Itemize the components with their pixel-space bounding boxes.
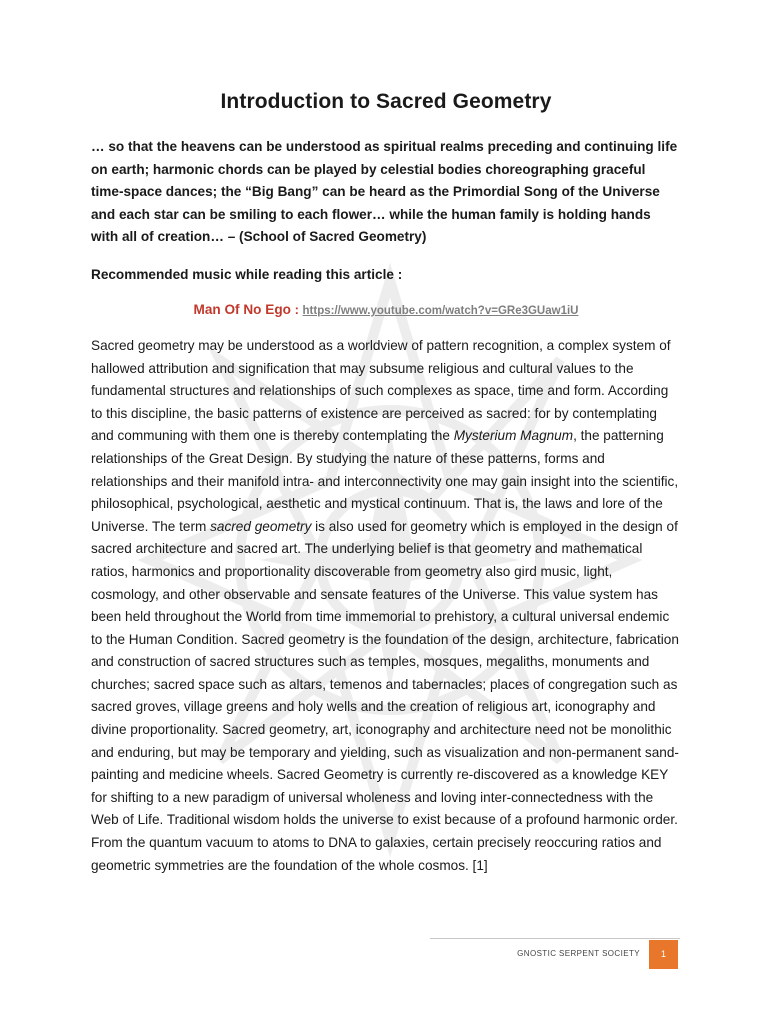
recommended-music-heading: Recommended music while reading this article : [91, 266, 403, 282]
page-number-badge: 1 [649, 940, 678, 969]
page-title: Introduction to Sacred Geometry [220, 90, 552, 113]
body-text-part-1: Sacred geometry may be understood as a worldview of pattern recognition, a complex system of hallowed attribution and signification that may subsume religious and cultural values to the fundamental structures and relationships of such complexes as space, time and form. According to this discipline, the basic patterns of existence are perceived as sacred: for by contemplating and communing with them one is thereby contemplating the [91, 337, 671, 444]
document-content [91, 90, 681, 877]
intro-quote: … so that the heavens can be understood as spiritual realms preceding and continuing life on earth; harmonic chords can be played by celestial bodies choreographing graceful time-space dances; the “Big Bang” can be heard as the Primordial Song of the Universe and each star can be smiling to each flower… while the human family is holding hands with all of creation… – (School of Sacred Geometry) [91, 139, 678, 245]
youtube-link[interactable]: https://www.youtube.com/watch?v=GRe3GUaw1iU [302, 304, 579, 317]
music-separator: : [294, 301, 299, 317]
music-artist: Man Of No Ego [193, 301, 291, 317]
page-footer [0, 938, 768, 978]
music-recommendation [91, 302, 681, 317]
footer-divider [430, 938, 680, 939]
body-emphasis-sacred-geometry: sacred geometry [210, 518, 312, 534]
body-emphasis-mysterium: Mysterium Magnum [453, 428, 574, 444]
body-paragraph [91, 335, 681, 877]
body-text-part-2: , the patterning relationships of the Great Design. By studying the nature of these patterns, forms and relationships and their manifold intra- and interconnectivity one may gain insight into the scientific, philosophical, psychological, aesthetic and mystical continuum. That is, the laws and lore of the Universe. The term [91, 428, 679, 534]
body-text-part-3: is also used for geometry which is employed in the design of sacred architecture and sacred art. The underlying belief is that geometry and mathematical ratios, harmonics and proportionality discoverable from geometry also gird music, light, cosmology, and other observable and sensate features of the Universe. This value system has been held throughout the World from time immemorial to prehistory, a cultural universal endemic to the Human Condition. Sacred geometry is the foundation of the design, architecture, fabrication and construction of sacred structures such as temples, mosques, megaliths, monuments and churches; sacred space such as altars, temenos and tabernacles; places of congregation such as sacred groves, village greens and holy wells and the creation of religious art, iconography and divine proportionality. Sacred geometry, art, iconography and architecture need not be monolithic and enduring, but may be temporary and yielding, such as visualization and non-permanent sand-painting and medicine wheels. Sacred Geometry is currently re-discovered as a knowledge KEY for shifting to a new paradigm of universal wholeness and loving inter-connectedness with the Web of Life. Traditional wisdom holds the universe to exist because of a profound harmonic order. From the quantum vacuum to atoms to DNA to galaxies, certain precisely reoccuring ratios and geometric symmetries are the foundation of the whole cosmos. [1] [91, 518, 679, 873]
footer-label: GNOSTIC SERPENT SOCIETY [517, 949, 640, 958]
